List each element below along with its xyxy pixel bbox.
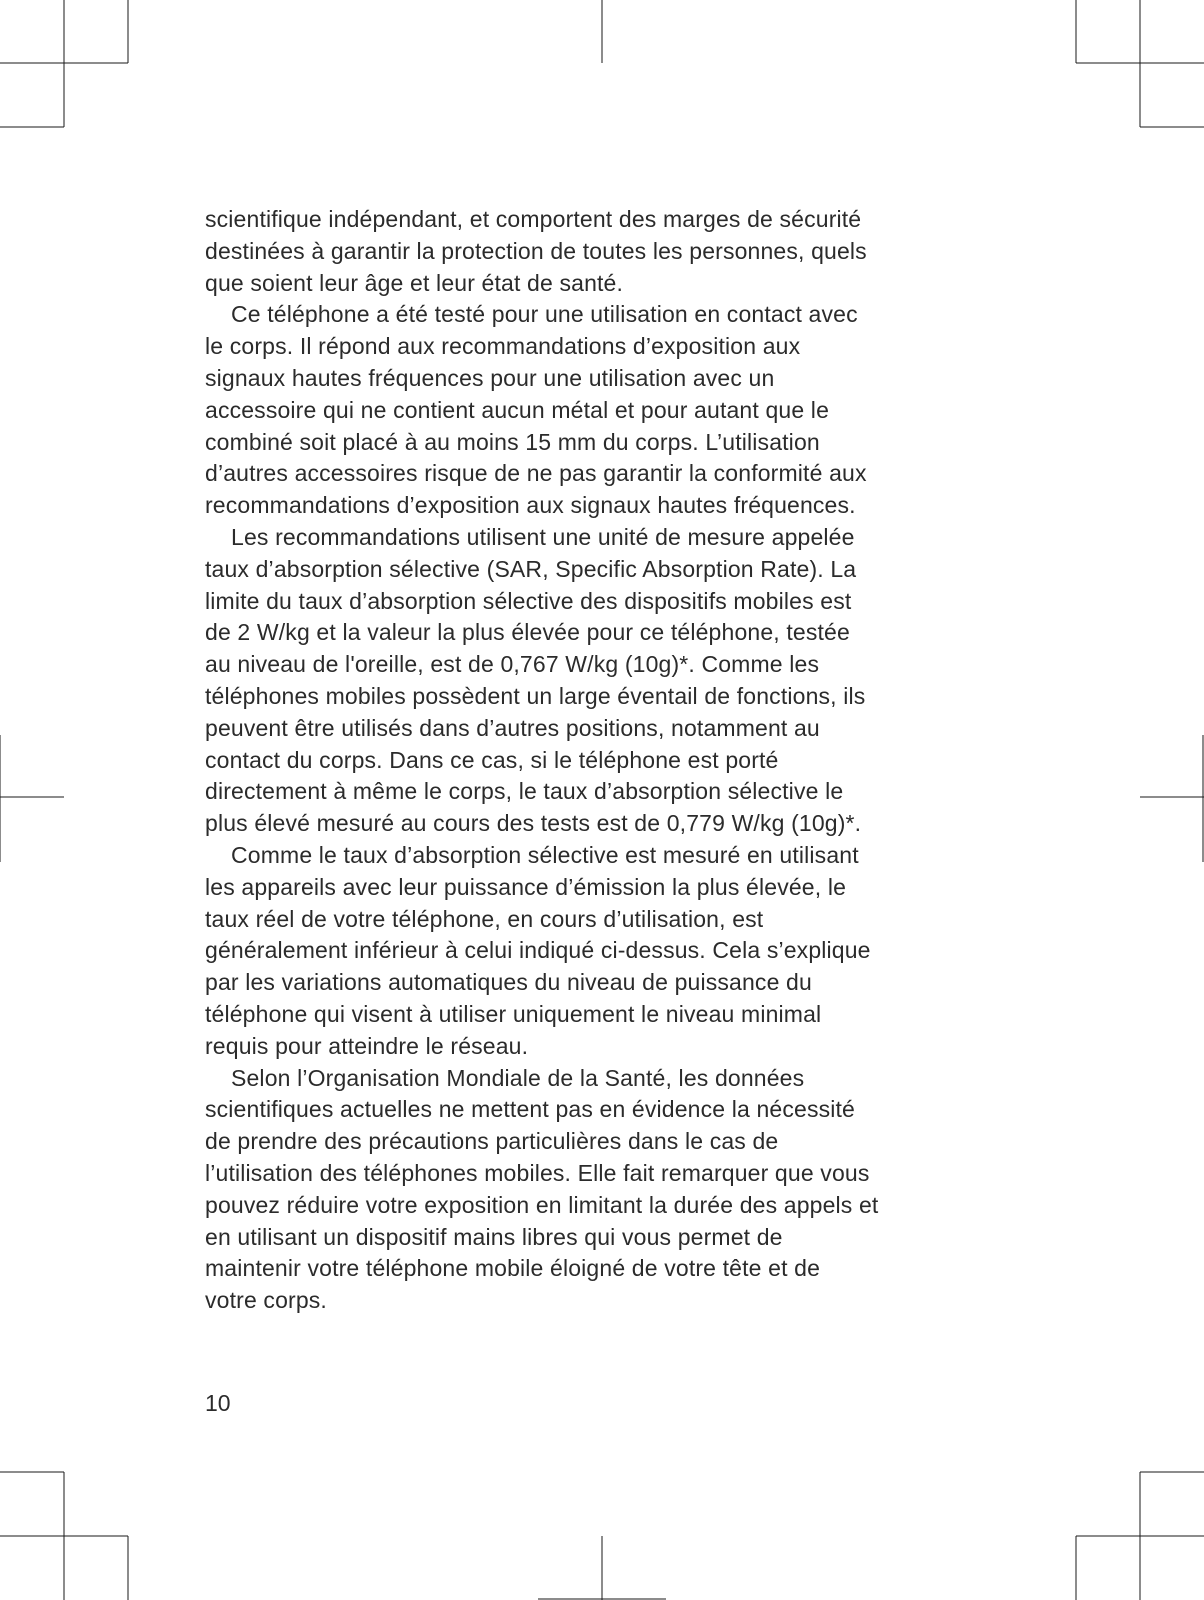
body-text xyxy=(205,204,995,1317)
paragraph-safety-margins: scientifique indépendant, et comportent des marges de sécurité destinées à garantir la protection de toutes les personnes, quels que soient leur âge et leur état de santé. xyxy=(205,206,867,296)
page-number: 10 xyxy=(205,1390,231,1416)
paragraph-sar-values: Les recommandations utilisent une unité de mesure appelée taux d’absorption sélective (SAR, Specific Absorption Rate). La limite du taux d’absorption sélective des dispositifs mobiles est de 2 W/kg et la valeur la plus élevée pour ce téléphone, testée au niveau de l'oreille, est de 0,767 W/kg (10g)*. Comme les téléphones mobiles possèdent un large éventail de fonctions, ils peuvent être utilisés dans d’autres positions, notamment au contact du corps. Dans ce cas, si le téléphone est porté directement à même le corps, le taux d’absorption sélective le plus élevé mesuré au cours des tests est de 0,779 W/kg (10g)*. xyxy=(205,523,866,837)
paragraph-who-advice: Selon l’Organisation Mondiale de la Santé, les données scientifiques actuelles ne mettent pas en évidence la nécessité de prendre des précautions particulières dans le cas de l’utilisation des téléphones mobiles. Elle fait remarquer que vous pouvez réduire votre exposition en limitant la durée des appels et en utilisant un dispositif mains libres qui vous permet de maintenir votre téléphone mobile éloigné de votre tête et de votre corps. xyxy=(205,1064,879,1314)
paragraph-actual-sar: Comme le taux d’absorption sélective est mesuré en utilisant les appareils avec leur puissance d’émission la plus élevée, le taux réel de votre téléphone, en cours d’utilisation, est généralement inférieur à celui indiqué ci-dessus. Cela s’explique par les variations automatiques du niveau de puissance du téléphone qui visent à utiliser uniquement le niveau minimal requis pour atteindre le réseau. xyxy=(205,841,871,1059)
paragraph-body-contact-test: Ce téléphone a été testé pour une utilisation en contact avec le corps. Il répond aux recommandations d’exposition aux signaux hautes fréquences pour une utilisation avec un accessoire qui ne contient aucun métal et pour autant que le combiné soit placé à au moins 15 mm du corps. L’utilisation d’autres accessoires risque de ne pas garantir la conformité aux recommandations d’exposition aux signaux hautes fréquences. xyxy=(205,301,867,519)
